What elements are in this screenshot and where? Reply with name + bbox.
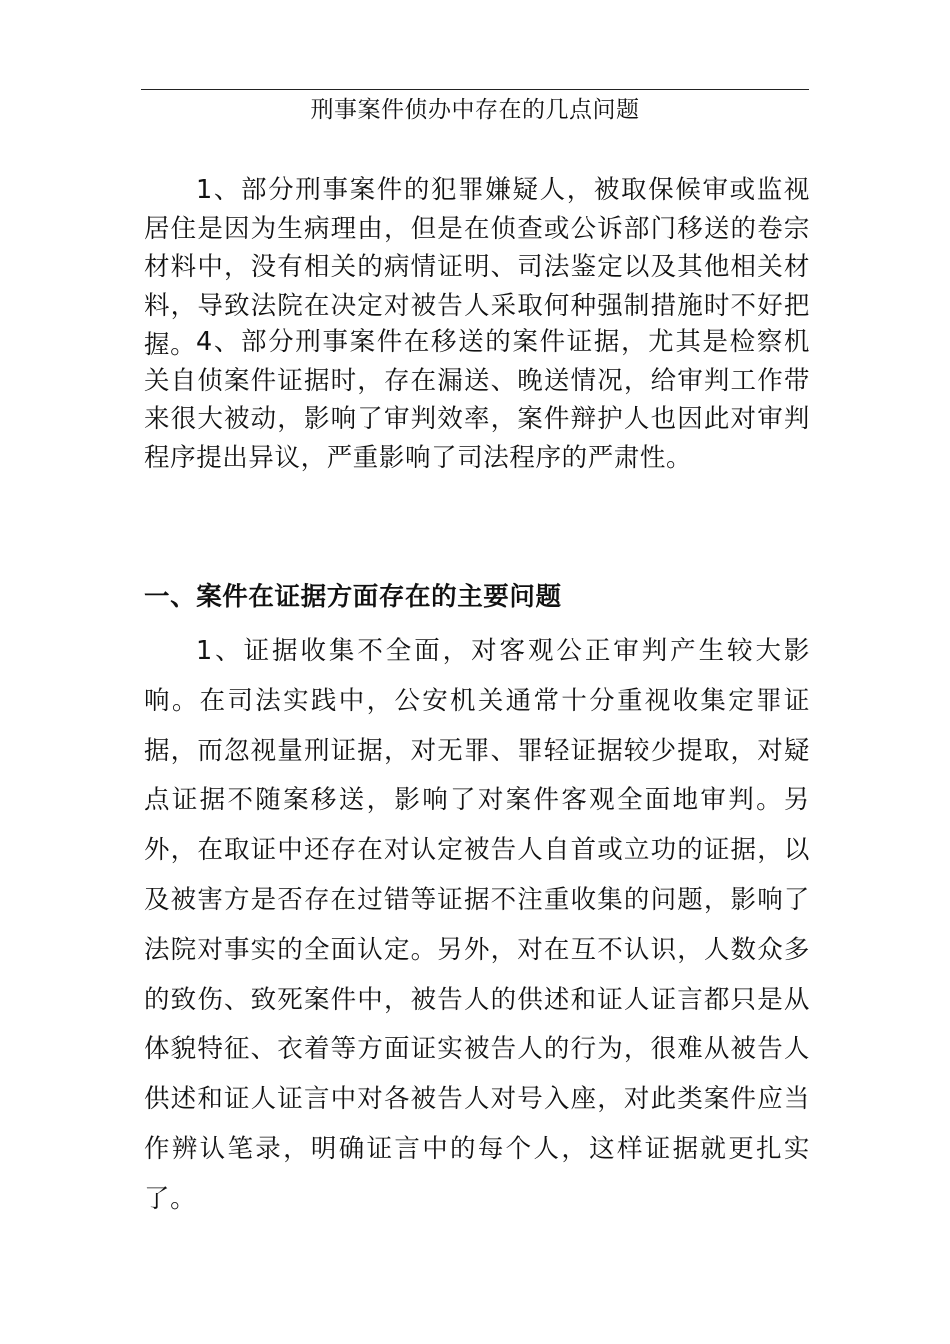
paragraph-evidence-collection: 1、证据收集不全面，对客观公正审判产生较大影响。在司法实践中，公安机关通常十分重视收集定罪证据，而忽视量刑证据，对无罪、罪轻证据较少提取，对疑点证据不随案移送，影响了对案件客观全面地审判。另外，在取证中还存在对认定被告人自首或立功的证据，以及被害方是否存在过错等证据不注重收集的问题，影响了法院对事实的全面认定。另外，对在互不认识，人数众多的致伤、致死案件中，被告人的供述和证人证言都只是从体貌特征、衣着等方面证实被告人的行为，很难从被告人供述和证人证言中对各被告人对号入座，对此类案件应当作辨认笔录，明确证言中的每个人，这样证据就更扎实了。 [144,636,810,1214]
document-title: 刑事案件侦办中存在的几点问题 [310,97,640,123]
paragraph-sick-leave-bail: 1、部分刑事案件的犯罪嫌疑人，被取保候审或监视居住是因为生病理由，但是在侦查或公诉部门移送的卷宗材料中，没有相关的病情证明、司法鉴定以及其他相关材料，导致法院在决定对被告人采取何种强制措施时不好把握。 [144,175,810,360]
header-rule [141,89,809,90]
paragraph-evidence-transfer: 4、部分刑事案件在移送的案件证据，尤其是检察机关自侦案件证据时，存在漏送、晚送情况，给审判工作带来很大被动，影响了审判效率，案件辩护人也因此对审判程序提出异议，严重影响了司法程序的严肃性。 [144,327,810,474]
section-heading: 一、案件在证据方面存在的主要问题 [144,582,562,612]
